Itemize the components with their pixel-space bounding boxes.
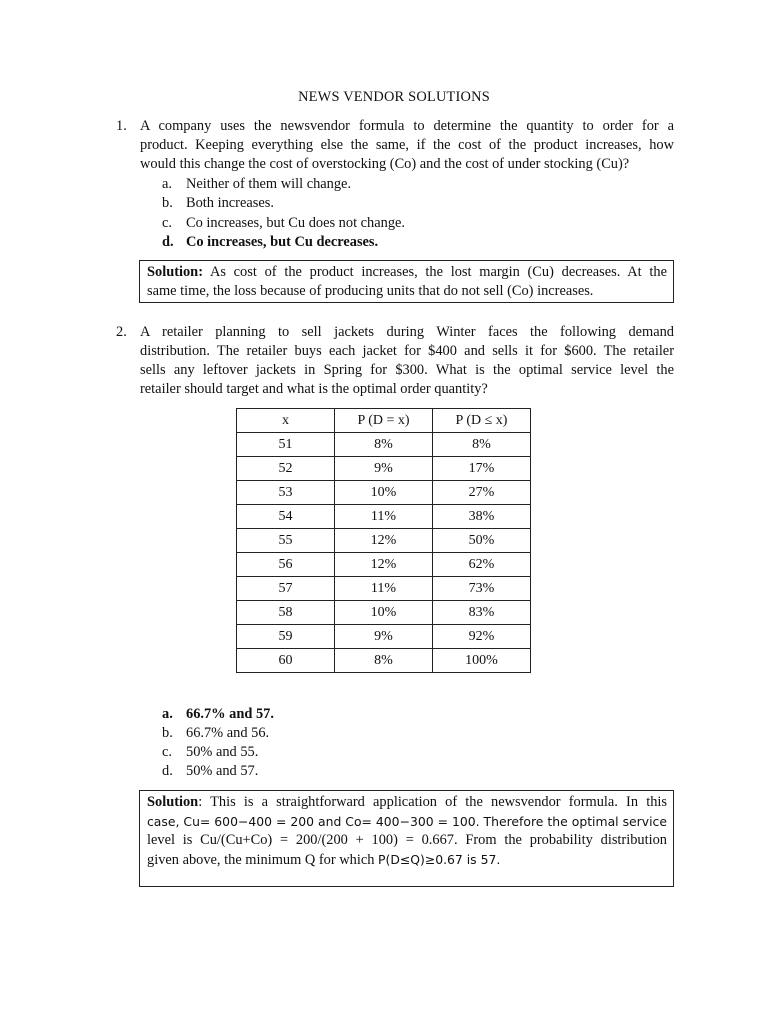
solution-formula: P(D≤Q)≥0.67 is 57. [378, 852, 501, 867]
cell-x: 57 [237, 577, 335, 601]
option-label: d. [162, 763, 173, 779]
cell-cdf: 92% [433, 625, 531, 649]
cell-pdf: 8% [335, 649, 433, 673]
question-2-line: A retailer planning to sell jackets during Winter faces the following demand [140, 324, 674, 340]
table-row [237, 577, 531, 601]
cell-cdf: 27% [433, 481, 531, 505]
solution-line: level is Cu/(Cu+Co) = 200/(200 + 100) = 0.667. From the probability distribution [147, 832, 667, 848]
question-2-option-a-correct [162, 705, 274, 724]
table-body [237, 433, 531, 673]
option-label: d. [162, 234, 174, 250]
option-label: a. [162, 176, 172, 192]
cell-pdf: 9% [335, 625, 433, 649]
solution-text: : This is a straightforward application of the newsvendor formula. In this [198, 794, 667, 810]
option-label: c. [162, 744, 172, 760]
solution-heading: Solution: [147, 264, 203, 280]
cell-pdf: 11% [335, 505, 433, 529]
option-text: Co increases, but Cu decreases. [186, 234, 379, 250]
question-1-option-c [162, 214, 405, 233]
question-1-line: A company uses the newsvendor formula to determine the quantity to order for a [140, 118, 674, 134]
question-1-line: would this change the cost of overstocking (Co) and the cost of under stocking (Cu)? [140, 156, 630, 172]
solution-heading: Solution [147, 794, 199, 810]
option-label: b. [162, 725, 173, 741]
question-2-line: retailer should target and what is the optimal order quantity? [140, 381, 488, 397]
cell-cdf: 17% [433, 457, 531, 481]
page-title: NEWS VENDOR SOLUTIONS [298, 89, 490, 105]
cell-x: 60 [237, 649, 335, 673]
question-2-option-d [162, 762, 258, 781]
table-row [237, 529, 531, 553]
cell-x: 53 [237, 481, 335, 505]
demand-distribution-table [236, 408, 531, 673]
cell-cdf: 38% [433, 505, 531, 529]
option-text: 50% and 57. [186, 763, 259, 779]
table-row [237, 625, 531, 649]
cell-pdf: 9% [335, 457, 433, 481]
question-1-text [140, 117, 674, 174]
cell-pdf: 8% [335, 433, 433, 457]
question-1-option-d-correct [162, 233, 378, 252]
question-2-line: sells any leftover jackets in Spring for $300. What is the optimal service level the [140, 362, 674, 378]
table-row [237, 553, 531, 577]
table-row [237, 649, 531, 673]
table-header-row [237, 409, 531, 433]
option-text: Both increases. [186, 195, 274, 211]
option-text: Co increases, but Cu does not change. [186, 215, 406, 231]
question-1-option-a [162, 175, 351, 194]
table-row [237, 481, 531, 505]
option-label: b. [162, 195, 173, 211]
option-label: c. [162, 215, 172, 231]
solution-text: As cost of the product increases, the lost margin (Cu) decreases. At the [209, 264, 667, 280]
option-text: 66.7% and 57. [186, 706, 274, 722]
solution-line [147, 793, 667, 812]
table-row [237, 457, 531, 481]
cell-cdf: 8% [433, 433, 531, 457]
question-1-solution-box [139, 260, 674, 303]
cell-x: 54 [237, 505, 335, 529]
cell-cdf: 83% [433, 601, 531, 625]
cell-pdf: 10% [335, 481, 433, 505]
question-2-line: distribution. The retailer buys each jacket for $400 and sells it for $600. The retailer [140, 343, 674, 359]
question-2-number: 2. [116, 324, 127, 340]
question-2-option-b [162, 724, 269, 743]
option-text: Neither of them will change. [186, 176, 352, 192]
solution-line [147, 850, 667, 870]
cell-x: 52 [237, 457, 335, 481]
solution-text: given above, the minimum Q for which [147, 852, 379, 868]
cell-x: 51 [237, 433, 335, 457]
cell-pdf: 11% [335, 577, 433, 601]
option-label: a. [162, 706, 173, 722]
option-text: 66.7% and 56. [186, 725, 270, 741]
header-cdf: P (D ≤ x) [433, 409, 531, 433]
cell-x: 59 [237, 625, 335, 649]
question-1-option-b [162, 194, 274, 213]
cell-pdf: 10% [335, 601, 433, 625]
table-row [237, 433, 531, 457]
table-row [237, 601, 531, 625]
question-2-text [140, 323, 674, 399]
cell-pdf: 12% [335, 529, 433, 553]
cell-cdf: 100% [433, 649, 531, 673]
solution-line: same time, the loss because of producing units that do not sell (Co) increases. [147, 283, 594, 299]
cell-x: 55 [237, 529, 335, 553]
cell-x: 56 [237, 553, 335, 577]
cell-pdf: 12% [335, 553, 433, 577]
table-row [237, 505, 531, 529]
cell-x: 58 [237, 601, 335, 625]
header-pdf: P (D = x) [335, 409, 433, 433]
option-text: 50% and 55. [186, 744, 259, 760]
question-2-option-c [162, 743, 258, 762]
solution-line: case, Cu= 600−400 = 200 and Co= 400−300 = 100. Therefore the optimal service [147, 814, 667, 829]
question-1-number: 1. [116, 118, 127, 134]
cell-cdf: 62% [433, 553, 531, 577]
question-2-solution-box [139, 790, 674, 887]
cell-cdf: 73% [433, 577, 531, 601]
solution-line [147, 263, 667, 282]
question-1-line: product. Keeping everything else the same, if the cost of the product increases, how [140, 137, 674, 153]
header-x: x [237, 409, 335, 433]
cell-cdf: 50% [433, 529, 531, 553]
